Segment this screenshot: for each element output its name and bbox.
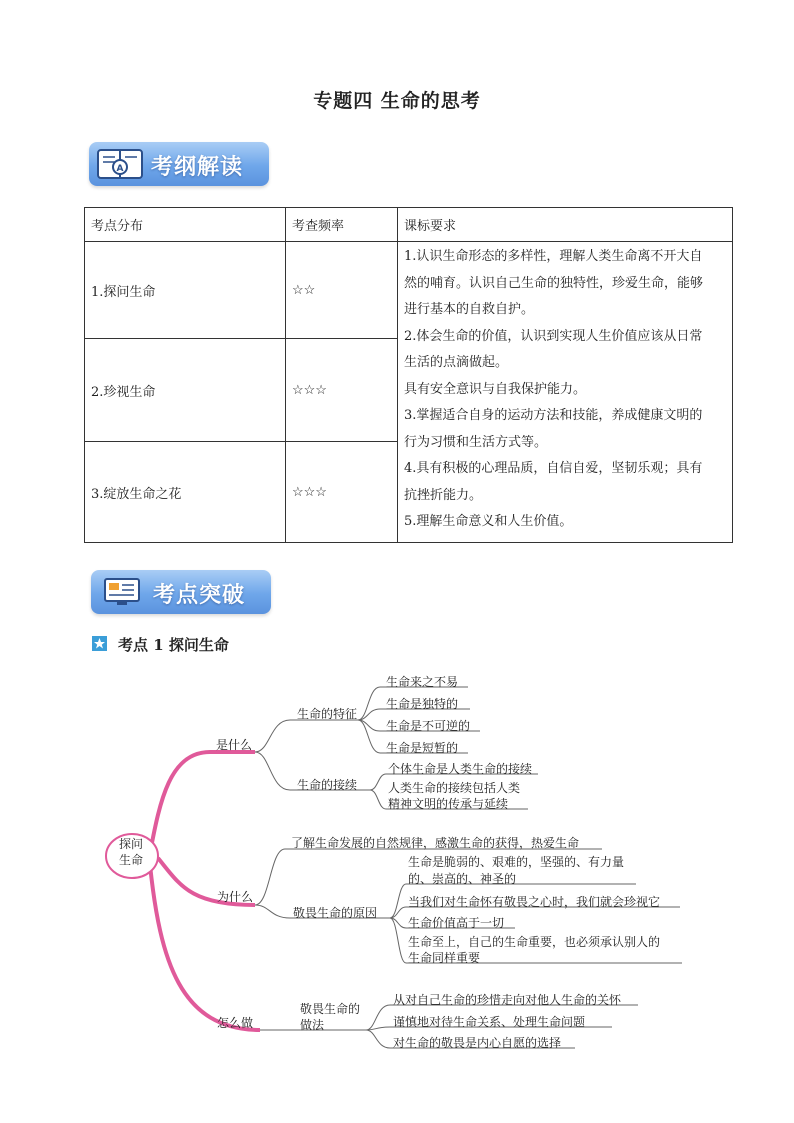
node-method xyxy=(300,1001,360,1033)
page-title: 专题四 生命的思考 xyxy=(313,90,481,112)
leaf: 人类生命的接续包括人类 xyxy=(388,781,521,795)
requirement-line: 行为习惯和生活方式等。 xyxy=(404,434,548,450)
root-label: 探问 xyxy=(119,837,144,851)
requirement-line: 具有安全意识与自我保护能力。 xyxy=(404,381,587,397)
branch-why: 为什么 xyxy=(217,890,254,904)
requirement-line: 5.理解生命意义和人生价值。 xyxy=(404,514,573,529)
leaf: 从对自己生命的珍惜走向对他人生命的关怀 xyxy=(393,993,622,1007)
leaf: 生命价值高于一切 xyxy=(408,916,505,930)
leaf: 生命是短暂的 xyxy=(386,741,459,755)
leaf: 的、崇高的、神圣的 xyxy=(408,872,517,886)
requirement-line: 1.认识生命形态的多样性，理解人类生命离不开大自 xyxy=(404,249,703,264)
topic-cell: 1.探问生命 xyxy=(85,242,286,339)
breakthrough-banner-label: 考点突破 xyxy=(153,583,246,608)
node-continuity: 生命的接续 xyxy=(297,778,358,792)
leaf: 生命来之不易 xyxy=(386,675,459,689)
leaf: 生命是脆弱的、艰难的，坚强的、有力量 xyxy=(408,855,625,869)
leaf: 当我们对生命怀有敬畏之心时，我们就会珍视它 xyxy=(408,895,661,909)
leaf: 精神文明的传承与延续 xyxy=(388,797,509,811)
root-label: 生命 xyxy=(119,853,144,867)
leaf: 生命是不可逆的 xyxy=(386,719,471,733)
section-title: 考点 1 探问生命 xyxy=(118,636,229,654)
node-method-label: 做法 xyxy=(300,1018,325,1032)
branch-how: 怎么做 xyxy=(217,1016,254,1030)
requirement-line: 生活的点滴做起。 xyxy=(404,355,509,370)
frequency-cell: ☆☆☆ xyxy=(286,339,398,442)
node-awe: 敬畏生命的原因 xyxy=(293,906,378,920)
leaf: 生命同样重要 xyxy=(408,951,481,965)
leaf: 谨慎地对待生命关系、处理生命问题 xyxy=(393,1015,586,1029)
leaf: 了解生命发展的自然规律，感激生命的获得，热爱生命 xyxy=(291,836,580,850)
header-requirements: 课标要求 xyxy=(398,208,733,242)
node-features: 生命的特征 xyxy=(297,707,358,721)
outline-banner-label: 考纲解读 xyxy=(151,155,244,180)
header-frequency: 考查频率 xyxy=(286,208,398,242)
requirement-line: 4.具有积极的心理品质，自信自爱，坚韧乐观；具有 xyxy=(404,461,703,476)
node-method-label: 敬畏生命的 xyxy=(300,1002,361,1016)
topic-cell: 3.绽放生命之花 xyxy=(85,442,286,543)
requirement-line: 进行基本的自救自护。 xyxy=(404,302,535,317)
requirement-line: 3.掌握适合自身的运动方法和技能，养成健康文明的 xyxy=(404,408,703,423)
topic-cell: 2.珍视生命 xyxy=(85,339,286,442)
frequency-cell: ☆☆ xyxy=(286,242,398,339)
requirement-line: 2.体会生命的价值，认识到实现人生价值应该从日常 xyxy=(404,328,703,344)
requirement-line: 抗挫折能力。 xyxy=(404,487,483,503)
svg-text:A: A xyxy=(116,164,124,174)
leaf: 生命是独特的 xyxy=(386,697,459,711)
leaf: 生命至上，自己的生命重要，也必须承认别人的 xyxy=(408,935,661,949)
leaf: 个体生命是人类生命的接续 xyxy=(388,762,533,776)
frequency-cell: ☆☆☆ xyxy=(286,442,398,543)
header-topic: 考点分布 xyxy=(85,208,286,242)
requirement-line: 然的哺育。认识自己生命的独特性，珍爱生命，能够 xyxy=(404,275,704,291)
root-node xyxy=(119,836,143,868)
leaf: 对生命的敬畏是内心自愿的选择 xyxy=(393,1036,562,1050)
branch-what: 是什么 xyxy=(216,738,253,752)
